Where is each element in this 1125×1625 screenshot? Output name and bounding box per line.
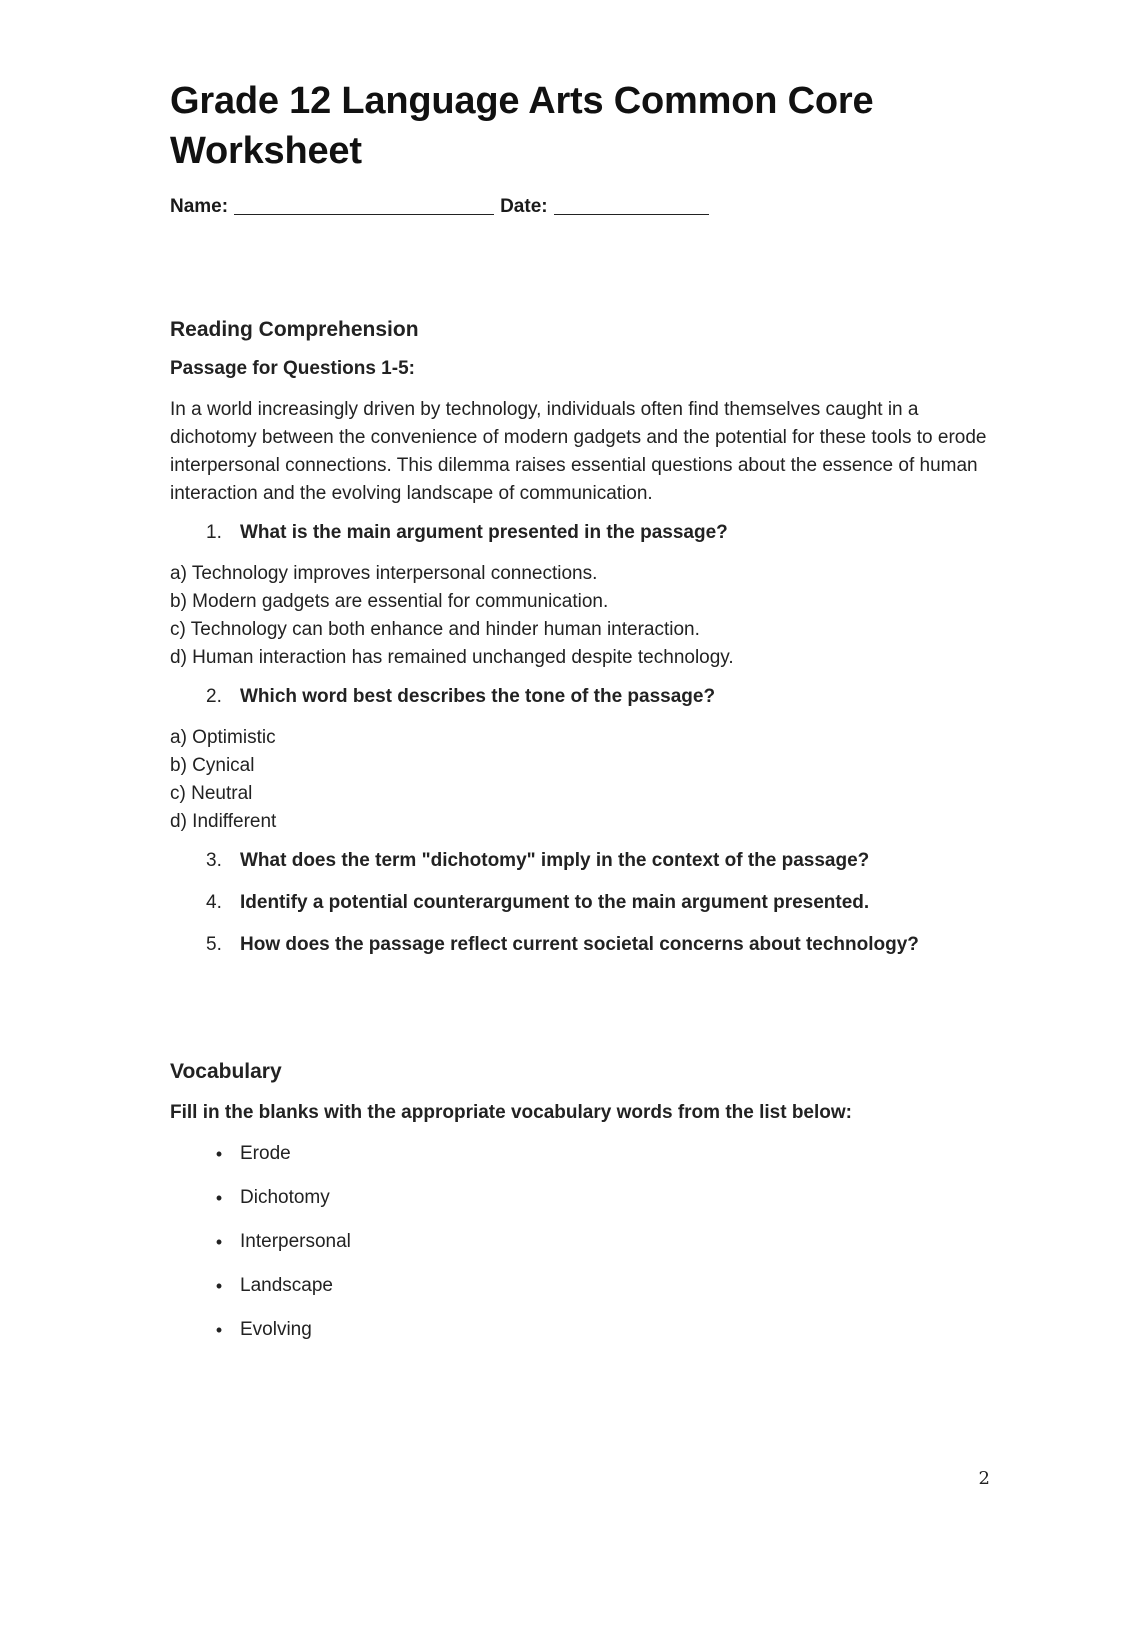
- vocabulary-word: Evolving: [240, 1319, 312, 1340]
- option-d: d) Indifferent: [170, 811, 277, 832]
- question-number: 2.: [206, 686, 222, 707]
- vocabulary-instruction: Fill in the blanks with the appropriate vocabulary words from the list below:: [170, 1102, 852, 1123]
- option-c: c) Neutral: [170, 783, 253, 804]
- list-item: [170, 1220, 990, 1264]
- option-b: b) Modern gadgets are essential for communication.: [170, 591, 609, 612]
- vocabulary-word: Interpersonal: [240, 1231, 351, 1252]
- list-item: [170, 1176, 990, 1220]
- date-blank-line[interactable]: [554, 196, 709, 215]
- vocabulary-word: Dichotomy: [240, 1187, 330, 1208]
- question-number: 3.: [206, 850, 222, 871]
- vocabulary-word-list: [170, 1132, 990, 1352]
- question-text: How does the passage reflect current societal concerns about technology?: [240, 934, 919, 955]
- option-d: d) Human interaction has remained unchanged despite technology.: [170, 647, 734, 668]
- question-text: What is the main argument presented in the passage?: [240, 522, 728, 543]
- worksheet-page: [170, 76, 990, 1352]
- question-2-options: [170, 724, 990, 836]
- vocabulary-word: Erode: [240, 1143, 291, 1164]
- bullet-icon: •: [215, 1187, 223, 1208]
- worksheet-title: Grade 12 Language Arts Common Core Worksheet: [170, 80, 874, 172]
- name-date-fields: [170, 196, 990, 218]
- vocabulary-section-heading: Vocabulary: [170, 1060, 282, 1083]
- list-item: [170, 1264, 990, 1308]
- bullet-icon: •: [215, 1275, 223, 1296]
- option-c: c) Technology can both enhance and hinder human interaction.: [170, 619, 700, 640]
- bullet-icon: •: [215, 1319, 223, 1340]
- reading-passage: In a world increasingly driven by technology, individuals often find themselves caught in a dichotomy between the convenience of modern gadgets and the potential for these tools to erode interpersonal connections. This dilemma raises essential questions about the essence of human interaction and the evolving landscape of communication.: [170, 399, 987, 504]
- question-text: What does the term "dichotomy" imply in the context of the passage?: [240, 850, 870, 871]
- question-number: 1.: [206, 522, 222, 543]
- question-text: Which word best describes the tone of the passage?: [240, 686, 716, 707]
- date-label: Date:: [500, 196, 548, 217]
- question-number: 5.: [206, 934, 222, 955]
- question-1: [170, 522, 990, 544]
- question-number: 4.: [206, 892, 222, 913]
- vocabulary-word: Landscape: [240, 1275, 333, 1296]
- name-label: Name:: [170, 196, 229, 217]
- question-5: [170, 934, 990, 956]
- option-a: a) Technology improves interpersonal connections.: [170, 563, 598, 584]
- option-b: b) Cynical: [170, 755, 255, 776]
- question-1-options: [170, 560, 990, 672]
- list-item: [170, 1132, 990, 1176]
- question-2: [170, 686, 990, 708]
- bullet-icon: •: [215, 1143, 223, 1164]
- bullet-icon: •: [215, 1231, 223, 1252]
- name-blank-line[interactable]: [234, 196, 494, 215]
- option-a: a) Optimistic: [170, 727, 276, 748]
- list-item: [170, 1308, 990, 1352]
- passage-label: Passage for Questions 1-5:: [170, 358, 415, 379]
- reading-section-heading: Reading Comprehension: [170, 318, 419, 341]
- question-3: [170, 850, 990, 872]
- question-4: [170, 892, 990, 914]
- question-text: Identify a potential counterargument to the main argument presented.: [240, 892, 870, 913]
- page-number: 2: [978, 1468, 990, 1489]
